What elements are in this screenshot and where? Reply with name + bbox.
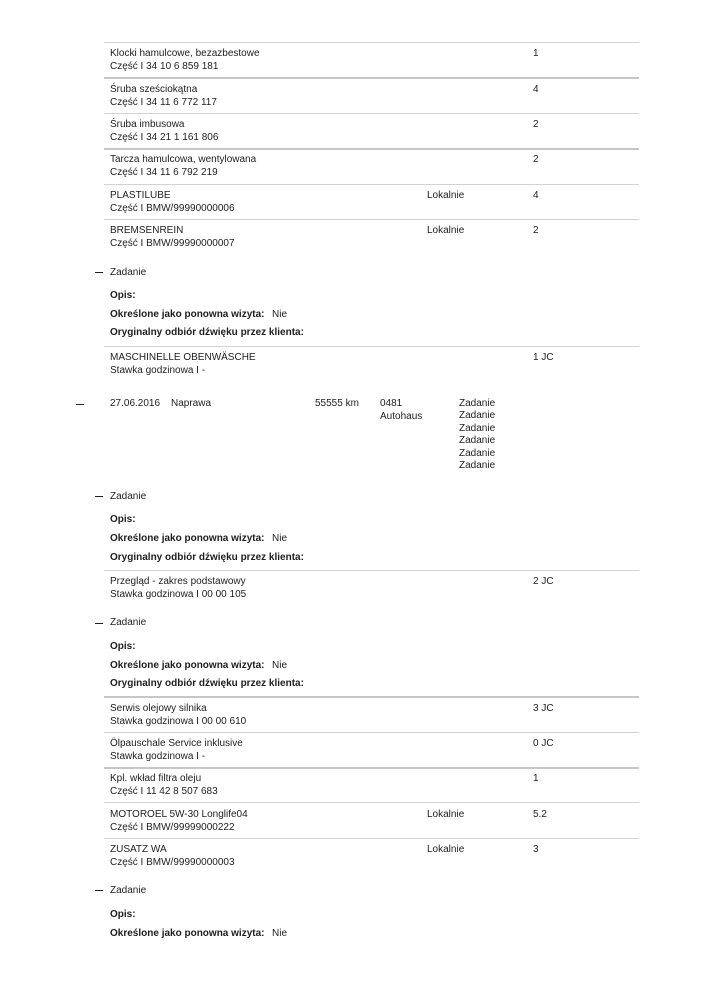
item-ref: Część I 34 10 6 859 181 [110, 61, 219, 72]
repeat-visit-value: Nie [272, 309, 288, 320]
item-qty: 2 [533, 154, 539, 165]
item-name: Śruba sześciokątna [110, 84, 198, 95]
item-name: PLASTILUBE [110, 190, 171, 201]
item-location: Lokalnie [427, 190, 465, 201]
item-name: BREMSENREIN [110, 225, 184, 236]
divider [104, 696, 639, 698]
item-qty: 2 [533, 119, 539, 130]
repeat-visit-label: Określone jako ponowna wizyta: [110, 660, 265, 671]
collapse-toggle-icon[interactable] [95, 623, 103, 624]
item-ref: Część I 34 11 6 792 219 [110, 167, 218, 178]
item-name: Serwis olejowy silnika [110, 703, 207, 714]
item-ref: Stawka godzinowa I 00 00 105 [110, 589, 247, 600]
item-location: Lokalnie [427, 809, 465, 820]
customer-sound-label: Oryginalny odbiór dźwięku przez klienta: [110, 552, 304, 563]
item-ref: Część I BMW/99990000007 [110, 238, 235, 249]
repeat-visit-value: Nie [272, 660, 288, 671]
item-qty: 1 [533, 48, 539, 59]
collapse-toggle-icon[interactable] [76, 404, 84, 405]
item-ref: Część I BMW/99990000006 [110, 203, 235, 214]
item-qty: 5.2 [533, 809, 547, 820]
visit-task: Zadanie [459, 435, 496, 446]
repeat-visit-label: Określone jako ponowna wizyta: [110, 533, 265, 544]
divider [104, 184, 639, 185]
item-qty: 2 JC [533, 576, 554, 587]
task-heading: Zadanie [110, 885, 147, 896]
item-ref: Część I 11 42 8 507 683 [110, 786, 218, 797]
item-name: Klocki hamulcowe, bezazbestowe [110, 48, 260, 59]
repeat-visit-label: Określone jako ponowna wizyta: [110, 928, 265, 939]
item-name: Ölpauschale Service inklusive [110, 738, 243, 749]
divider [104, 42, 639, 43]
description-label: Opis: [110, 514, 136, 525]
item-ref: Stawka godzinowa I - [110, 365, 206, 376]
item-qty: 1 [533, 773, 539, 784]
collapse-toggle-icon[interactable] [95, 496, 103, 497]
task-heading: Zadanie [110, 267, 147, 278]
item-ref: Część I BMW/99990000003 [110, 857, 235, 868]
item-name: MASCHINELLE OBENWÄSCHE [110, 352, 256, 363]
divider [104, 219, 639, 220]
divider [104, 77, 639, 79]
divider [104, 767, 639, 769]
item-name: Kpl. wkład filtra oleju [110, 773, 202, 784]
repeat-visit-value: Nie [272, 928, 288, 939]
divider [104, 802, 639, 803]
repeat-visit-value: Nie [272, 533, 288, 544]
item-ref: Stawka godzinowa I 00 00 610 [110, 716, 247, 727]
item-ref: Część I 34 11 6 772 117 [110, 97, 217, 108]
visit-task: Zadanie [459, 460, 496, 471]
collapse-toggle-icon[interactable] [95, 890, 103, 891]
visit-type: Naprawa [171, 398, 212, 409]
divider [104, 148, 639, 150]
customer-sound-label: Oryginalny odbiór dźwięku przez klienta: [110, 678, 304, 689]
divider [104, 570, 639, 571]
visit-task: Zadanie [459, 448, 496, 459]
dealer-name: Autohaus [380, 411, 423, 422]
item-qty: 4 [533, 190, 539, 201]
item-location: Lokalnie [427, 844, 465, 855]
item-ref: Część I BMW/99999000222 [110, 822, 235, 833]
item-qty: 0 JC [533, 738, 554, 749]
description-label: Opis: [110, 641, 136, 652]
description-label: Opis: [110, 909, 136, 920]
item-qty: 1 JC [533, 352, 554, 363]
visit-mileage: 55555 km [315, 398, 359, 409]
item-qty: 3 [533, 844, 539, 855]
item-qty: 4 [533, 84, 539, 95]
visit-task: Zadanie [459, 398, 496, 409]
item-name: MOTOROEL 5W-30 Longlife04 [110, 809, 248, 820]
dealer-code: 0481 [380, 398, 403, 409]
description-label: Opis: [110, 290, 136, 301]
item-ref: Stawka godzinowa I - [110, 751, 206, 762]
divider [104, 346, 639, 347]
item-name: Śruba imbusowa [110, 119, 185, 130]
repeat-visit-label: Określone jako ponowna wizyta: [110, 309, 265, 320]
item-ref: Część I 34 21 1 161 806 [110, 132, 219, 143]
item-name: ZUSATZ WA [110, 844, 167, 855]
task-heading: Zadanie [110, 491, 147, 502]
task-heading: Zadanie [110, 617, 147, 628]
divider [104, 113, 639, 114]
divider [104, 732, 639, 733]
item-qty: 3 JC [533, 703, 554, 714]
visit-task: Zadanie [459, 423, 496, 434]
item-qty: 2 [533, 225, 539, 236]
visit-date: 27.06.2016 [110, 398, 161, 409]
collapse-toggle-icon[interactable] [95, 272, 103, 273]
divider [104, 838, 639, 839]
visit-task: Zadanie [459, 410, 496, 421]
customer-sound-label: Oryginalny odbiór dźwięku przez klienta: [110, 327, 304, 338]
item-name: Przegląd - zakres podstawowy [110, 576, 246, 587]
item-name: Tarcza hamulcowa, wentylowana [110, 154, 257, 165]
item-location: Lokalnie [427, 225, 465, 236]
